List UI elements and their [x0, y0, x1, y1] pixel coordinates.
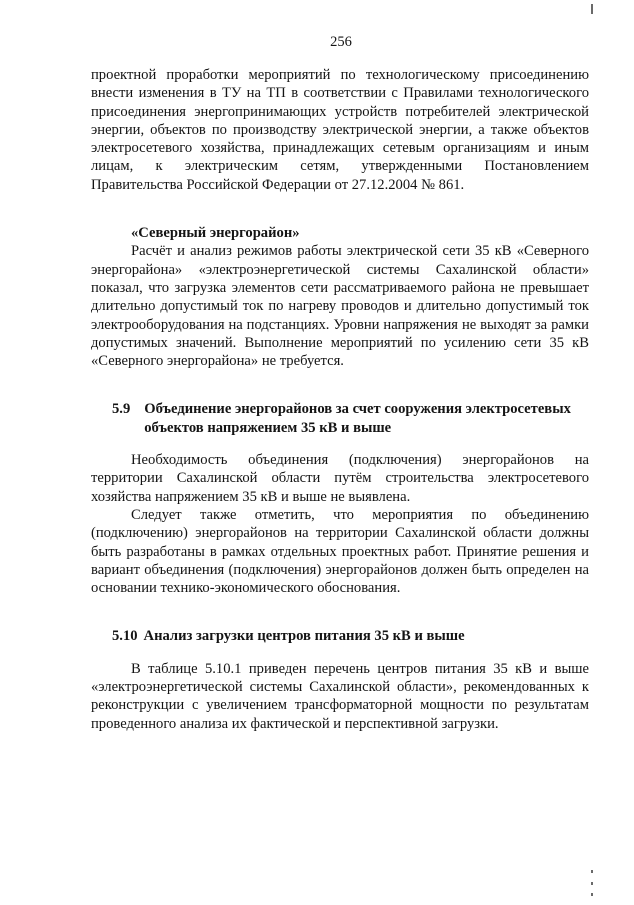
subsection-title-north-region: «Северный энергорайон» [131, 225, 300, 242]
paragraph-merging-not-needed: Необходимость объединения (подключения) энергорайонов на территории Сахалинской области путём строительства электросетевого хозяйства напряжением 35 кВ и выше не выявлена. [91, 452, 589, 505]
spacer [91, 597, 589, 627]
paragraph-continuation: проектной проработки мероприятий по технологическому присоединению внести изменения в ТУ на ТП в соответствии с Правилами технологического присоединения энергопринимающих устройств потребителей электрической энергии, объектов по производству электрической энергии, а также объектов электросетевого хозяйства, принадлежащих сетевым организациям и иным лицам, к электрическим сетям, утвержденными Постановлением Правительства Российской Федерации от 27.12.2004 № 861. [91, 67, 589, 193]
scan-edge-mark [591, 870, 593, 873]
page-number: 256 [330, 34, 352, 50]
scan-edge-mark [591, 882, 593, 885]
paragraph-separate-projects: Следует также отметить, что мероприятия по объединению (подключению) энергорайонов на территории Сахалинской области должны быть разработаны в рамках отдельных проектных работ. Принятие решения и вариант объединения (подключения) энергорайонов должен быть определен на основании технико-экономического обоснования. [91, 506, 589, 597]
scan-edge-mark [591, 4, 593, 14]
section-heading-5-10 [91, 627, 589, 645]
spacer [91, 370, 589, 400]
paragraph-table-reference: В таблице 5.10.1 приведен перечень центров питания 35 кВ и выше «электроэнергетической системы Сахалинской области», рекомендованных к реконструкции с увеличением трансформаторной мощности по результатам проведенного анализа их фактической и перспективной загрузки. [91, 660, 589, 732]
scan-edge-mark [591, 893, 593, 896]
page-body [91, 66, 589, 733]
section-number: 5.9 [112, 401, 131, 418]
section-title: Анализ загрузки центров питания 35 кВ и выше [143, 628, 465, 645]
section-heading-5-9 [91, 400, 589, 437]
spacer [91, 646, 589, 660]
spacer [91, 194, 589, 224]
paragraph-north-region-analysis: Расчёт и анализ режимов работы электрической сети 35 кВ «Северного энергорайона» «электроэнергетической системы Сахалинской области» показал, что загрузка элементов сети рассматриваемого района не превышает длительно допустимый ток по нагреву проводов и длительно допустимый ток электрооборудования на подстанциях. Уровни напряжения не выходят за рамки допустимых значений. Выполнение мероприятий по усилению сети 35 кВ «Северного энергорайона» не требуется. [91, 243, 589, 370]
spacer [91, 437, 589, 451]
section-title: Объединение энергорайонов за счет сооружения электросетевых объектов напряжением 35 кВ и выше [144, 401, 571, 436]
section-number: 5.10 [112, 628, 138, 645]
